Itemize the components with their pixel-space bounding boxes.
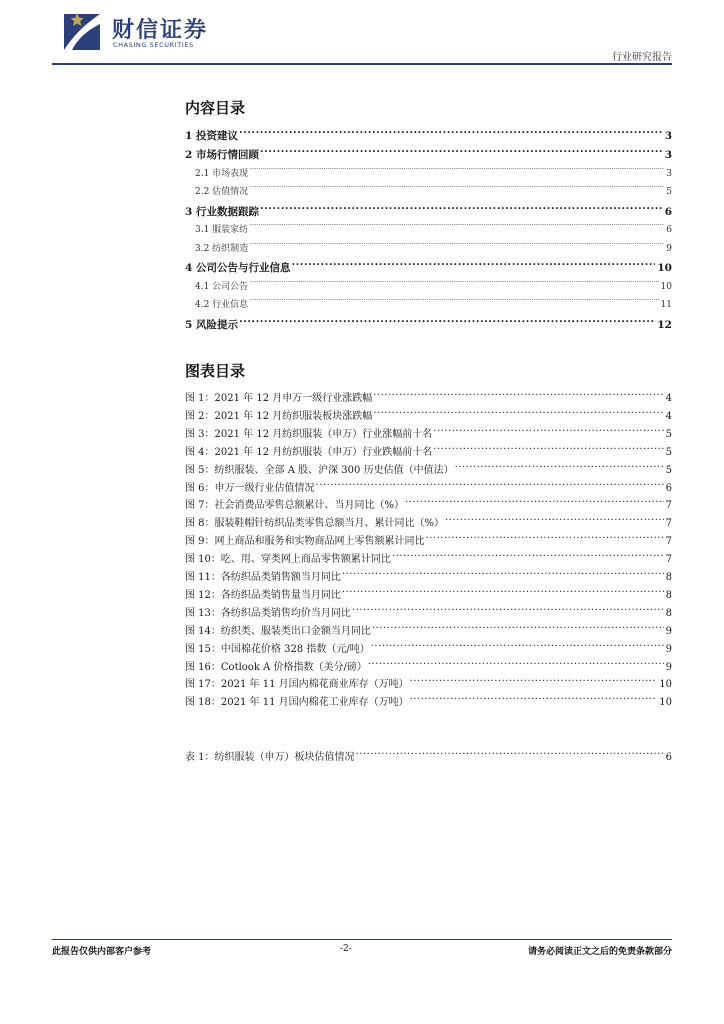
entry-page-number: 10 (659, 679, 672, 691)
dot-leader (239, 126, 663, 139)
dot-leader (260, 146, 663, 159)
figure-entry[interactable] (185, 568, 672, 585)
entry-page-number: 10 (660, 281, 672, 292)
entry-label: 图 2：2021 年 12 月纺织服装板块涨跌幅 (185, 410, 373, 422)
entry-page-number: 5 (665, 428, 672, 440)
dot-leader (352, 604, 664, 616)
entry-label: 表 1：纺织服装（申万）板块估值情况 (185, 752, 355, 763)
entry-label: 2 市场行情回顾 (185, 149, 259, 162)
entry-page-number: 7 (665, 536, 672, 548)
figure-entry[interactable] (185, 425, 672, 442)
entry-page-number: 8 (665, 572, 672, 583)
toc-entry[interactable] (185, 259, 672, 277)
figure-entry[interactable] (185, 496, 672, 513)
entry-page-number: 7 (665, 554, 672, 566)
figure-entry[interactable] (185, 407, 672, 424)
figure-entry[interactable] (185, 675, 672, 692)
dot-leader (249, 165, 664, 176)
dot-leader (342, 568, 664, 580)
entry-page-number: 9 (665, 625, 672, 637)
dot-leader (342, 586, 664, 598)
entry-label: 3.1 服装家纺 (195, 225, 249, 236)
entry-label: 图 7：社会消费品零售总额累计、当月同比（%） (185, 500, 405, 512)
entry-page-number: 6 (664, 205, 672, 218)
logo-mark-icon (60, 10, 104, 54)
dot-leader (392, 550, 664, 562)
toc-entry[interactable] (185, 278, 672, 294)
entry-label: 3.2 纺织制造 (195, 243, 249, 254)
footer-disclaimer-right: 请务必阅读正文之后的免责条款部分 (527, 947, 672, 957)
header-divider (52, 63, 672, 65)
dot-leader (373, 389, 663, 401)
entry-page-number: 4 (665, 410, 672, 422)
entry-label: 图 14：纺织类、服装类出口金额当月同比 (185, 625, 371, 637)
dot-leader (260, 202, 663, 215)
entry-page-number: 9 (665, 643, 672, 655)
toc-entry[interactable] (185, 126, 672, 144)
figure-entry[interactable] (185, 693, 672, 710)
entry-page-number: 9 (666, 243, 672, 254)
toc-entry[interactable] (185, 146, 672, 164)
dot-leader (249, 240, 664, 251)
entry-page-number: 4 (665, 393, 672, 404)
entry-label: 图 13：各纺织品类销售均价当月同比 (185, 607, 351, 619)
dot-leader (316, 479, 664, 491)
entry-label: 2.1 市场表现 (195, 168, 249, 179)
dot-leader (410, 693, 658, 705)
entry-label: 图 5：纺织服装、全部 A 股、沪深 300 历史估值（中值法） (185, 464, 454, 476)
toc-entry[interactable] (185, 165, 672, 181)
toc-entry[interactable] (185, 297, 672, 313)
entry-page-number: 9 (665, 661, 672, 673)
dot-leader (455, 461, 664, 473)
dot-leader (371, 640, 664, 652)
entry-label: 4.1 公司公告 (195, 281, 249, 292)
entry-page-number: 6 (665, 482, 672, 494)
page-number: -2- (340, 944, 352, 954)
entry-page-number: 8 (665, 589, 672, 601)
entry-label: 图 16：Cotlook A 价格指数（美分/磅） (185, 661, 367, 673)
logo-text-en: CHASING SECURITIES (113, 41, 194, 49)
entry-label: 图 6：申万一级行业估值情况 (185, 482, 315, 494)
entry-page-number: 3 (664, 149, 672, 162)
footer-disclaimer-left: 此报告仅供内部客户参考 (52, 947, 152, 957)
figure-entry[interactable] (185, 550, 672, 567)
entry-page-number: 5 (665, 464, 672, 476)
entry-page-number: 7 (665, 500, 672, 512)
figure-entry[interactable] (185, 514, 672, 531)
entry-label: 1 投资建议 (185, 129, 238, 142)
dot-leader (426, 532, 664, 544)
entry-label: 图 18：2021 年 11 月国内棉花工业库存（万吨） (185, 697, 409, 709)
figure-entry[interactable] (185, 622, 672, 639)
entry-page-number: 6 (666, 225, 672, 236)
dot-leader (249, 278, 658, 289)
entry-page-number: 3 (664, 129, 672, 142)
figures-title: 图表目录 (185, 362, 246, 380)
entry-label: 4.2 行业信息 (195, 300, 249, 311)
dot-leader (410, 675, 658, 687)
entry-page-number: 12 (657, 318, 672, 331)
dot-leader (249, 184, 664, 195)
footer-divider (52, 939, 672, 940)
dot-leader (356, 748, 664, 760)
figure-entry[interactable] (185, 532, 672, 549)
toc-entry[interactable] (185, 184, 672, 200)
dot-leader (291, 259, 655, 272)
dot-leader (445, 514, 664, 526)
figure-entry[interactable] (185, 658, 672, 675)
entry-page-number: 10 (659, 697, 672, 709)
company-logo (60, 10, 360, 56)
entry-label: 图 11：各纺织品类销售额当月同比 (185, 572, 341, 583)
dot-leader (249, 297, 658, 308)
dot-leader (368, 658, 664, 670)
entry-label: 图 9：网上商品和服务和实物商品网上零售额累计同比 (185, 536, 425, 548)
dot-leader (433, 443, 663, 455)
entry-page-number: 10 (657, 262, 672, 275)
entry-label: 图 3：2021 年 12 月纺织服装（申万）行业涨幅前十名 (185, 428, 433, 440)
report-type-label: 行业研究报告 (612, 52, 672, 63)
toc-entry[interactable] (185, 222, 672, 238)
entry-label: 图 10：吃、用、穿类网上商品零售额累计同比 (185, 554, 391, 566)
toc-entry[interactable] (185, 202, 672, 220)
figure-entry[interactable] (185, 586, 672, 603)
figure-entry[interactable] (185, 640, 672, 657)
dot-leader (433, 425, 663, 437)
entry-label: 5 风险提示 (185, 318, 238, 331)
contents-title: 内容目录 (185, 99, 246, 117)
figure-entry[interactable] (185, 748, 672, 765)
figure-entry[interactable] (185, 389, 672, 406)
dot-leader (405, 496, 664, 508)
entry-page-number: 5 (666, 187, 672, 198)
entry-page-number: 3 (666, 168, 672, 179)
dot-leader (239, 315, 655, 328)
entry-page-number: 8 (665, 607, 672, 619)
entry-label: 4 公司公告与行业信息 (185, 262, 291, 275)
entry-label: 图 17：2021 年 11 月国内棉花商业库存（万吨） (185, 679, 409, 691)
dot-leader (372, 622, 664, 634)
entry-label: 图 1：2021 年 12 月申万一级行业涨跌幅 (185, 393, 373, 404)
entry-label: 3 行业数据跟踪 (185, 205, 259, 218)
entry-label: 2.2 估值情况 (195, 187, 249, 198)
entry-page-number: 7 (665, 518, 672, 530)
dot-leader (373, 407, 663, 419)
entry-page-number: 11 (660, 300, 672, 311)
page-header (52, 8, 672, 68)
entry-label: 图 4：2021 年 12 月纺织服装（申万）行业跌幅前十名 (185, 446, 433, 458)
entry-label: 图 8：服装鞋帽针纺织品类零售总额当月、累计同比（%） (185, 518, 445, 530)
figure-entry[interactable] (185, 479, 672, 496)
figure-entry[interactable] (185, 461, 672, 478)
entry-page-number: 5 (665, 446, 672, 458)
logo-text-cn: 财信证券 (112, 18, 209, 43)
dot-leader (249, 222, 664, 233)
entry-label: 图 15：中国棉花价格 328 指数（元/吨） (185, 643, 370, 655)
toc-entry[interactable] (185, 315, 672, 333)
figure-entry[interactable] (185, 604, 672, 621)
entry-page-number: 6 (665, 752, 672, 763)
figure-entry[interactable] (185, 443, 672, 460)
entry-label: 图 12：各纺织品类销售量当月同比 (185, 589, 341, 601)
toc-entry[interactable] (185, 240, 672, 256)
